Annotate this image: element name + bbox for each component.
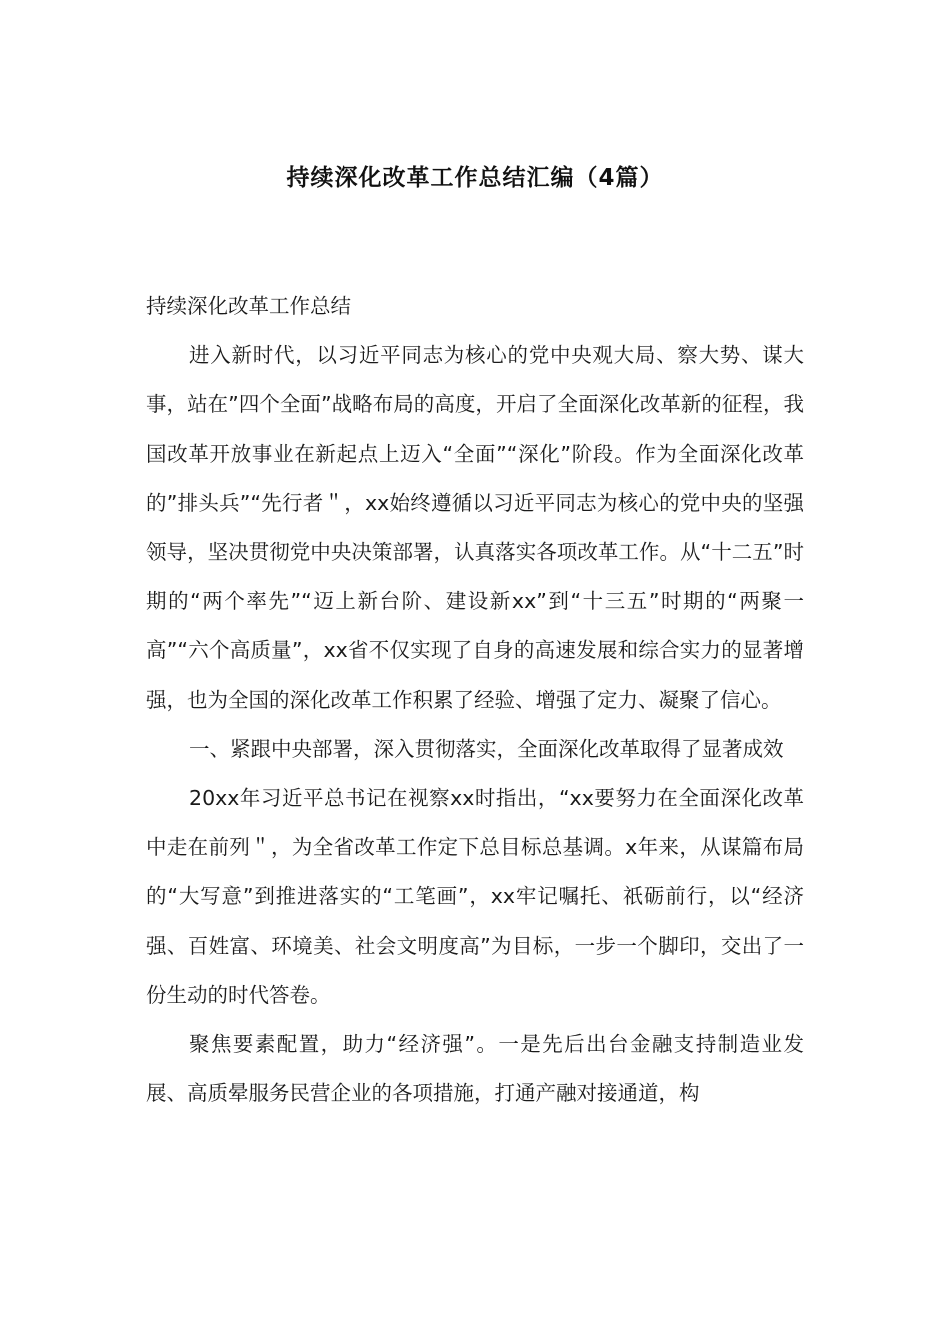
section-heading-1: 一、紧跟中央部署，深入贯彻落实，全面深化改革取得了显著成效 <box>189 736 784 761</box>
document-title: 持续深化改革工作总结汇编（4篇） <box>286 165 664 191</box>
section-subtitle: 持续深化改革工作总结 <box>146 294 351 318</box>
paragraph-intro: 进入新时代，以习近平同志为核心的党中央观大局、察大势、谋大事，站在”四个全面”战略布局的高度，开启了全面深化改革新的征程，我国改革开放事业在新起点上迈入“全面”“深化”阶段。作为全面深化改革的”排头兵”“先行者＂，xx始终遵循以习近平同志为核心的党中央的坚强领导，坚决贯彻党中央决策部署，认真落实各项改革工作。从“十二五”时期的“两个率先”“迈上新台阶、建设新xx”到“十三五”时期的“两聚一高”“六个高质量”，xx省不仅实现了自身的高速发展和综合实力的显著增强，也为全国的深化改革工作积累了经验、增强了定力、凝聚了信心。 <box>146 343 804 712</box>
paragraph-3: 聚焦要素配置，助力“经济强”。一是先后出台金融支持制造业发展、高质晕服务民营企业的各项措施，打通产融对接通道，构 <box>146 1032 804 1106</box>
paragraph-2: 20xx年习近平总书记在视察xx时指出，“xx要努力在全面深化改革中走在前列＂，为全省改革工作定下总目标总基调。x年来，从谋篇布局的“大写意”到推进落实的“工笔画”，xx牢记嘱托、祇砺前行，以“经济强、百姓富、环境美、社会文明度高”为目标，一步一个脚印，交出了一份生动的时代答卷。 <box>146 786 804 1007</box>
document-body <box>146 282 804 1118</box>
